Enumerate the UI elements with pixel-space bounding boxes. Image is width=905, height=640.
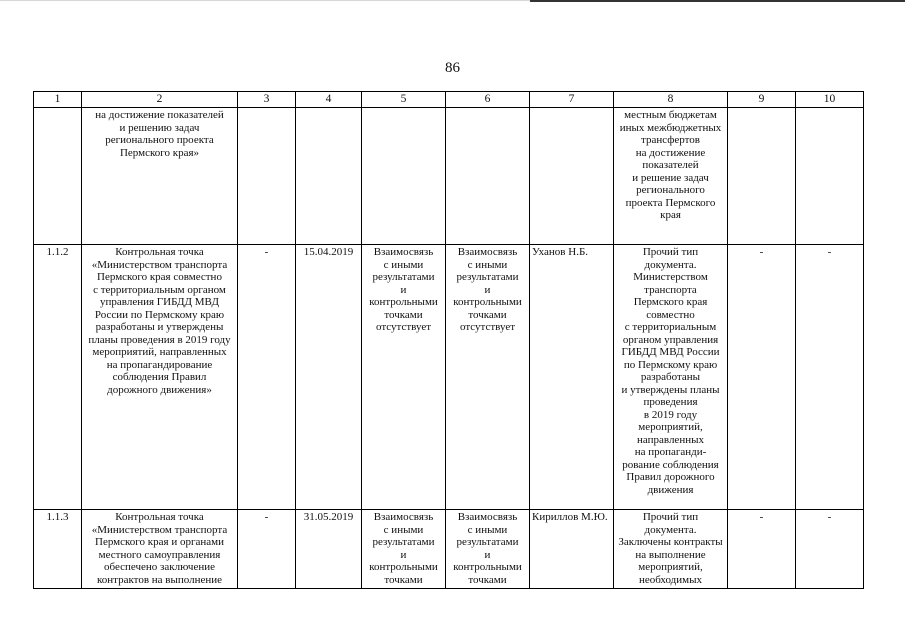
cell: Взаимосвязь с иными результатами и контрольными точками <box>362 510 446 589</box>
cell: - <box>728 510 796 589</box>
column-header: 10 <box>796 92 864 108</box>
column-header: 4 <box>296 92 362 108</box>
row-number-cell: 1.1.2 <box>34 245 82 510</box>
table-row <box>34 510 864 589</box>
cell: - <box>238 245 296 510</box>
date-cell: 31.05.2019 <box>296 510 362 589</box>
responsible-cell: Кириллов М.Ю. <box>530 510 614 589</box>
cell <box>362 108 446 245</box>
cell: Взаимосвязь с иными результатами и контрольными точками <box>446 510 530 589</box>
cell: - <box>796 510 864 589</box>
column-header: 7 <box>530 92 614 108</box>
result-cell: Прочий тип документа. Министерством транспорта Пермского края совместно с территориальным органом управления ГИБДД МВД России по Пермскому краю разработаны и утверждены планы проведения в 2019 году мероприятий, направленных на пропаганди- рование соблюдения Правил дорожного движения <box>614 245 728 510</box>
description-cell: на достижение показателей и решению задач регионального проекта Пермского края» <box>82 108 238 245</box>
description-cell: Контрольная точка «Министерством транспорта Пермского края и органами местного самоуправления обеспечено заключение контрактов на выполнение <box>82 510 238 589</box>
column-header: 2 <box>82 92 238 108</box>
cell: - <box>728 245 796 510</box>
header-row <box>34 92 864 108</box>
column-header: 6 <box>446 92 530 108</box>
scan-border-mark <box>530 0 905 5</box>
description-cell: Контрольная точка «Министерством транспорта Пермского края совместно с территориальным органом управления ГИБДД МВД России по Пермскому краю разработаны и утверждены планы проведения в 2019 году мероприятий, направленных на пропагандирование соблюдения Правил дорожного движения» <box>82 245 238 510</box>
page-number: 86 <box>445 60 460 76</box>
column-header: 8 <box>614 92 728 108</box>
results-table <box>33 91 864 589</box>
date-cell <box>296 108 362 245</box>
cell: - <box>796 245 864 510</box>
row-number-cell <box>34 108 82 245</box>
column-header: 1 <box>34 92 82 108</box>
column-header: 5 <box>362 92 446 108</box>
date-cell: 15.04.2019 <box>296 245 362 510</box>
column-header: 9 <box>728 92 796 108</box>
cell <box>238 108 296 245</box>
cell <box>728 108 796 245</box>
cell <box>446 108 530 245</box>
result-cell: Прочий тип документа. Заключены контракты на выполнение мероприятий, необходимых <box>614 510 728 589</box>
result-cell: местным бюджетам иных межбюджетных трансфертов на достижение показателей и решение задач регионального проекта Пермского края <box>614 108 728 245</box>
cell: - <box>238 510 296 589</box>
cell: Взаимосвязь с иными результатами и контрольными точками отсутствует <box>362 245 446 510</box>
responsible-cell <box>530 108 614 245</box>
row-number-cell: 1.1.3 <box>34 510 82 589</box>
cell <box>796 108 864 245</box>
column-header: 3 <box>238 92 296 108</box>
table-row <box>34 245 864 510</box>
table-row <box>34 108 864 245</box>
responsible-cell: Уханов Н.Б. <box>530 245 614 510</box>
cell: Взаимосвязь с иными результатами и контрольными точками отсутствует <box>446 245 530 510</box>
